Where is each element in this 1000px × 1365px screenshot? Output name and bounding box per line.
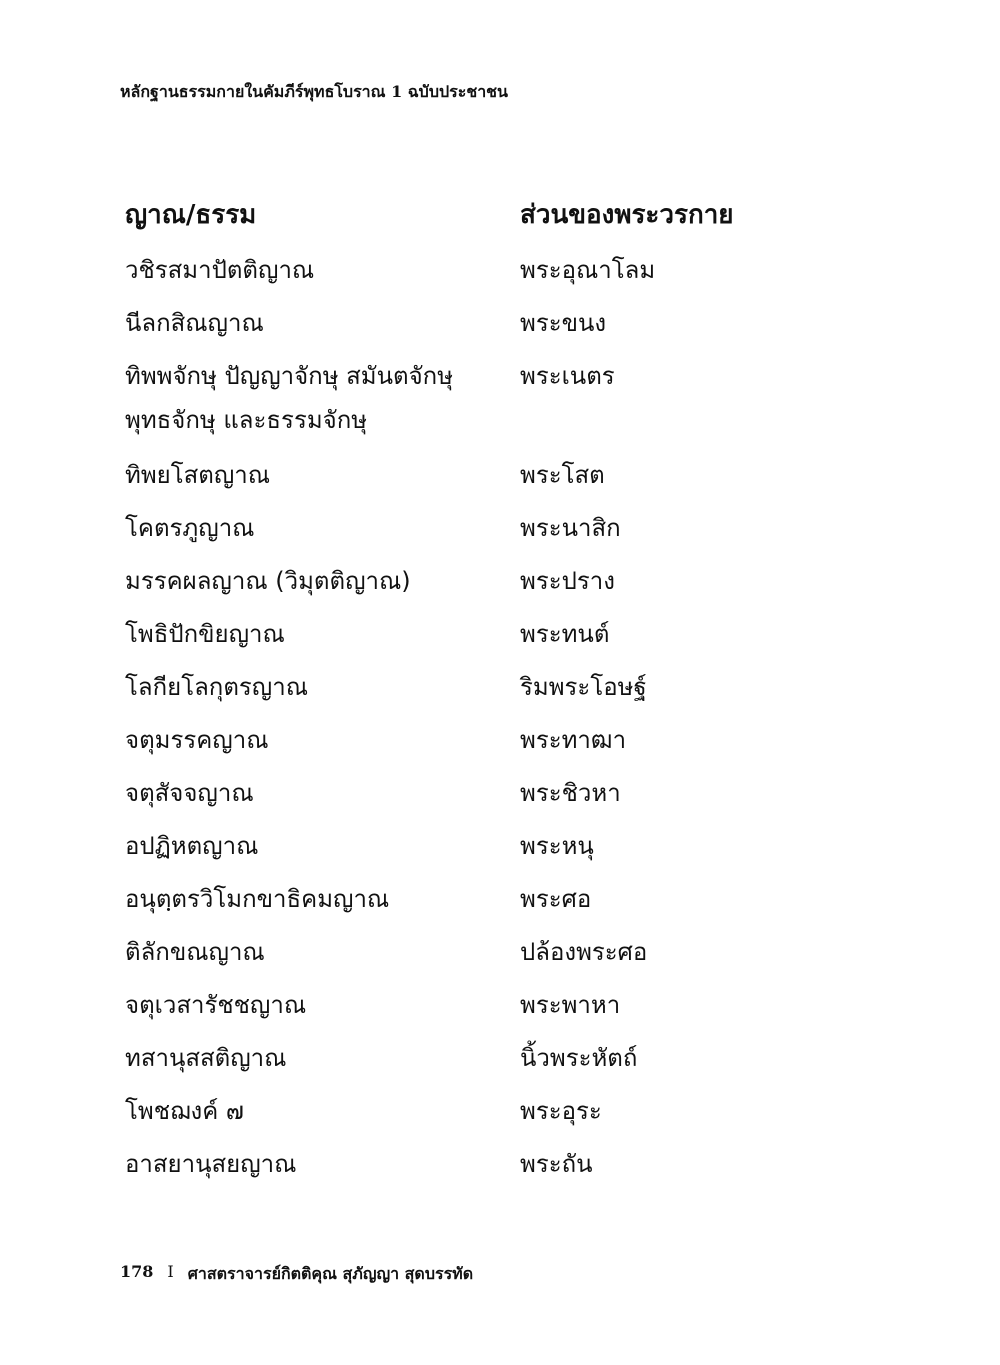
dharma-cell: จตุมรรคญาณ: [125, 726, 269, 754]
author-name: ศาสตราจารย์กิตติคุณ สุภัญญา สุดบรรทัด: [187, 1264, 474, 1283]
table-row: [125, 506, 885, 559]
body-part-cell: พระอุระ: [520, 1097, 602, 1125]
body-part-cell: ปล้องพระศอ: [520, 938, 648, 966]
table-row: [125, 301, 885, 354]
body-part-cell: ริมพระโอษฐ์: [520, 673, 647, 701]
table-row: [125, 559, 885, 612]
body-part-cell: พระพาหา: [520, 991, 621, 1019]
body-part-cell: พระชิวหา: [520, 779, 621, 807]
body-part-cell: พระปราง: [520, 567, 615, 595]
body-part-cell: พระถัน: [520, 1150, 593, 1178]
footer-separator: I: [167, 1262, 174, 1281]
dharma-cell: ทิพยโสตญาณ: [125, 461, 271, 489]
table-row: [125, 1036, 885, 1089]
dharma-cell: จตุเวสารัชชญาณ: [125, 991, 307, 1019]
dharma-cell: อนุตฺตรวิโมกขาธิคมญาณ: [125, 885, 390, 913]
table-header: [125, 192, 885, 236]
dharma-cell: โคตรภูญาณ: [125, 514, 255, 542]
body-part-cell: พระศอ: [520, 885, 592, 913]
body-part-cell: พระนาสิก: [520, 514, 621, 542]
table-row: [125, 877, 885, 930]
body-part-cell: พระโสต: [520, 461, 605, 489]
table-row: [125, 1089, 885, 1142]
body-part-cell: พระทนต์: [520, 620, 610, 648]
dharma-cell: โลกียโลกุตรญาณ: [125, 673, 308, 701]
dharma-cell: มรรคผลญาณ (วิมุตติญาณ): [125, 567, 411, 595]
dharma-cell: ติลักขณญาณ: [125, 938, 265, 966]
dharma-cell-line: พุทธจักษุ และธรรมจักษุ: [125, 406, 368, 434]
dharma-cell: [125, 354, 520, 442]
running-header: หลักฐานธรรมกายในคัมภีร์พุทธโบราณ 1 ฉบับประชาชน: [120, 82, 508, 101]
column-header-dharma: ญาณ/ธรรม: [125, 199, 257, 230]
dharma-cell: อปฏิหตญาณ: [125, 832, 259, 860]
table-row: [125, 930, 885, 983]
page-number: 178: [120, 1262, 154, 1281]
table-row: [125, 771, 885, 824]
table-row: [125, 612, 885, 665]
dharma-cell: จตุสัจจญาณ: [125, 779, 254, 807]
table-row: [125, 453, 885, 506]
body-part-cell: พระเนตร: [520, 362, 615, 390]
dharma-cell-line: ทิพพจักษุ ปัญญาจักษุ สมันตจักษุ: [125, 362, 454, 390]
table-row: [125, 354, 885, 453]
table-row: [125, 718, 885, 771]
body-part-cell: นิ้วพระหัตถ์: [520, 1044, 638, 1072]
dharma-cell: วชิรสมาปัตติญาณ: [125, 256, 315, 284]
table-row: [125, 248, 885, 301]
table-row: [125, 824, 885, 877]
body-part-cell: พระทาฒา: [520, 726, 627, 754]
body-part-cell: พระอุณาโลม: [520, 256, 656, 284]
dharma-cell: อาสยานุสยญาณ: [125, 1150, 297, 1178]
body-part-cell: พระขนง: [520, 309, 607, 337]
body-part-cell: พระหนุ: [520, 832, 594, 860]
table-row: [125, 1142, 885, 1195]
page-footer: [120, 1262, 473, 1287]
column-header-body-part: ส่วนของพระวรกาย: [520, 199, 734, 230]
table-row: [125, 665, 885, 718]
dharma-cell: โพชฌงค์ ๗: [125, 1097, 244, 1125]
dharma-cell: นีลกสิณญาณ: [125, 309, 264, 337]
table-row: [125, 983, 885, 1036]
dharma-cell: โพธิปักขิยญาณ: [125, 620, 285, 648]
dharma-cell: ทสานุสสติญาณ: [125, 1044, 287, 1072]
dharma-body-table: [125, 192, 885, 1195]
